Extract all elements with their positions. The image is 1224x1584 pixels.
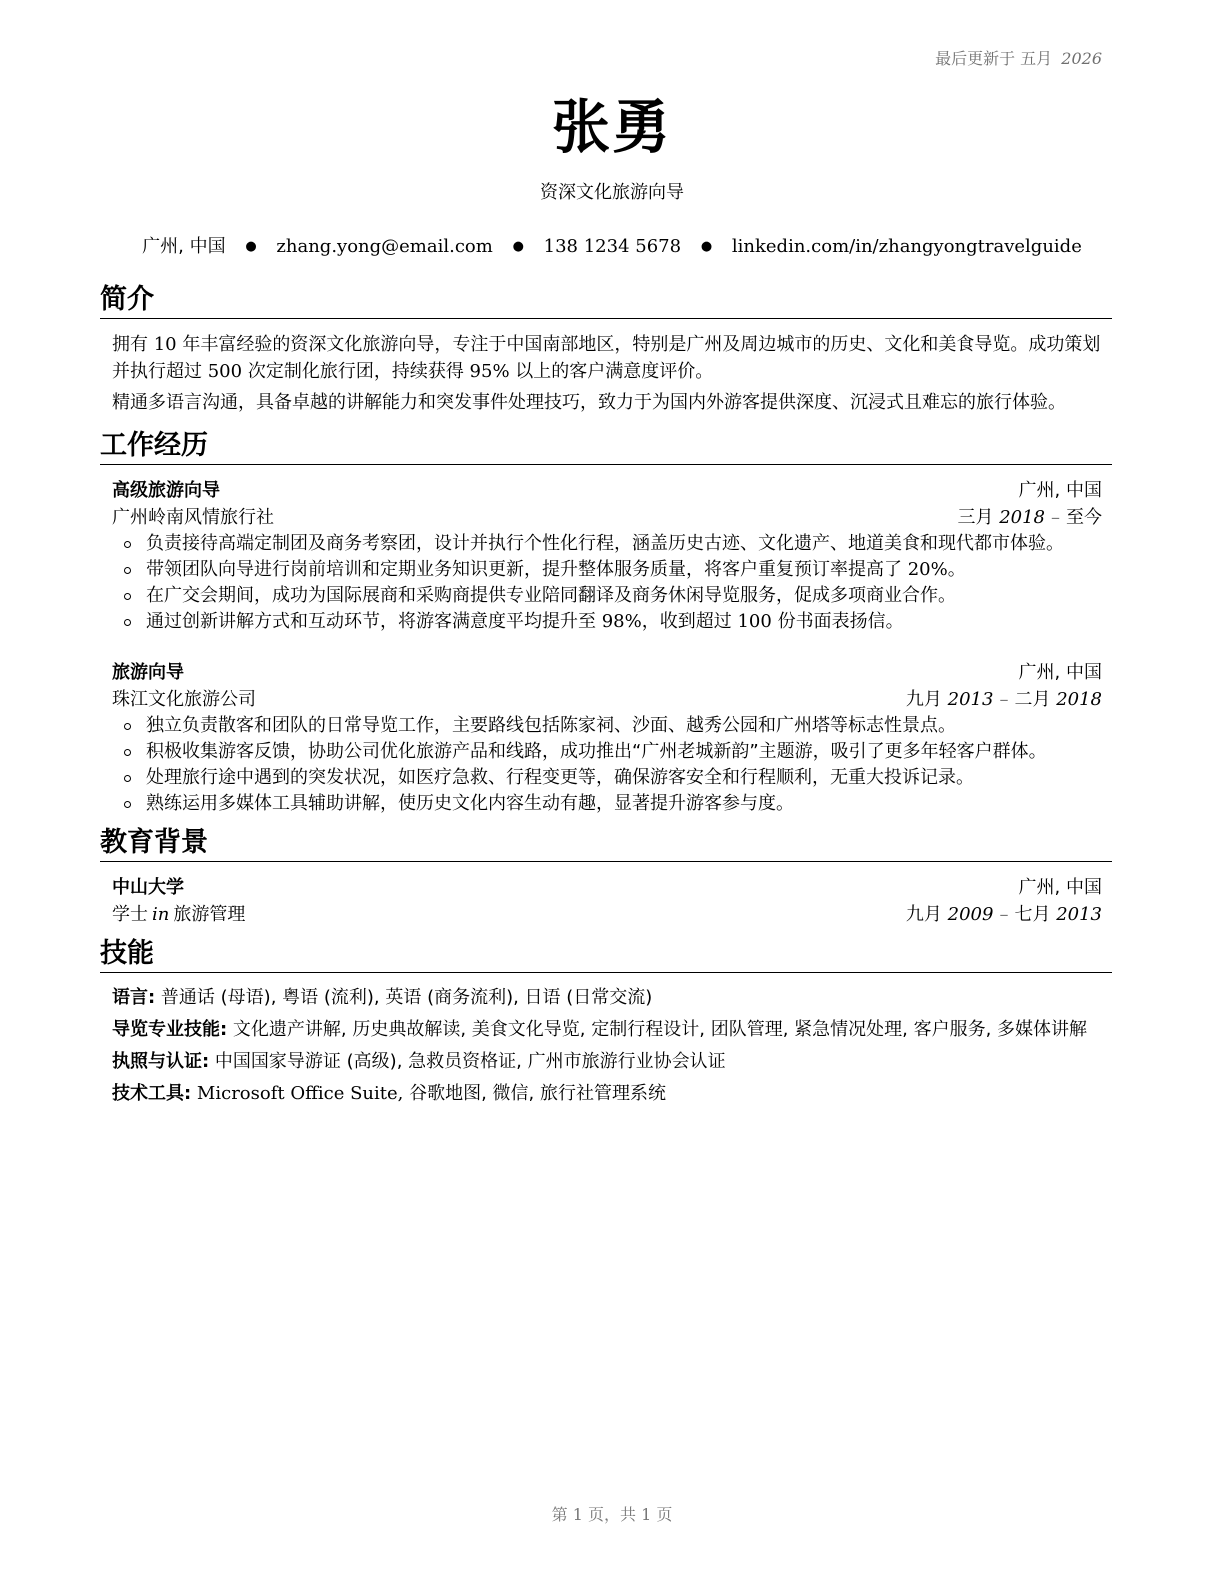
list-item: 带领团队向导进行岗前培训和定期业务知识更新，提升整体服务质量，将客户重复预订率提高了 20%。 xyxy=(112,557,1102,583)
bullet-separator: ● xyxy=(512,239,524,254)
page-footer: 第 1 页，共 1 页 xyxy=(551,1505,673,1524)
last-updated-year: 2026 xyxy=(1061,49,1102,68)
job-bullets xyxy=(112,713,1102,817)
job-entry xyxy=(112,659,1102,817)
summary-paragraph-2: 精通多语言沟通，具备卓越的讲解能力和突发事件处理技巧，致力于为国内外游客提供深度、沉浸式且难忘的旅行体验。 xyxy=(112,392,1066,413)
candidate-name: 张勇 xyxy=(551,93,672,161)
contact-phone: 138 1234 5678 xyxy=(543,236,682,257)
job-location: 广州, 中国 xyxy=(1018,480,1102,501)
degree: 学士 in 旅游管理 xyxy=(112,904,246,925)
skill-certifications: 执照与认证: 中国国家导游证 (高级), 急救员资格证, 广州市旅游行业协会认证 xyxy=(112,1051,726,1072)
section-heading-education: 教育背景 xyxy=(100,825,1112,862)
skill-languages: 语言: 普通话 (母语), 粤语 (流利), 英语 (商务流利), 日语 (日常交流) xyxy=(112,987,653,1008)
school-name: 中山大学 xyxy=(112,877,184,898)
last-updated-month: 五月 xyxy=(1020,49,1053,68)
job-dates: 三月 2018 – 至今 xyxy=(957,507,1102,528)
section-heading-experience: 工作经历 xyxy=(100,428,1112,465)
last-updated-label: 最后更新于 xyxy=(935,49,1016,68)
candidate-title: 资深文化旅游向导 xyxy=(540,182,684,203)
education-dates: 九月 2009 – 七月 2013 xyxy=(905,904,1102,925)
job-role: 旅游向导 xyxy=(112,662,184,683)
resume-content xyxy=(100,282,1112,1115)
job-bullets xyxy=(112,531,1102,635)
section-education xyxy=(100,825,1112,928)
skill-tools: 技术工具: Microsoft Office Suite, 谷歌地图, 微信, 旅行社管理系统 xyxy=(112,1083,666,1104)
contact-linkedin[interactable]: linkedin.com/in/zhangyongtravelguide xyxy=(731,236,1082,257)
skill-guiding: 导览专业技能: 文化遗产讲解, 历史典故解读, 美食文化导览, 定制行程设计, 团队管理, 紧急情况处理, 客户服务, 多媒体讲解 xyxy=(112,1019,1088,1040)
job-dates: 九月 2013 – 二月 2018 xyxy=(905,689,1102,710)
list-item: 负责接待高端定制团及商务考察团，设计并执行个性化行程，涵盖历史古迹、文化遗产、地道美食和现代都市体验。 xyxy=(112,531,1102,557)
contact-location: 广州, 中国 xyxy=(142,236,226,257)
bullet-separator: ● xyxy=(700,239,713,254)
list-item: 在广交会期间，成功为国际展商和采购商提供专业陪同翻译及商务休闲导览服务，促成多项商业合作。 xyxy=(112,583,1102,609)
list-item: 通过创新讲解方式和互动环节，将游客满意度平均提升至 98%，收到超过 100 份书面表扬信。 xyxy=(112,609,1102,635)
section-heading-summary: 简介 xyxy=(100,282,1112,319)
education-entry xyxy=(112,874,1102,928)
bullet-separator: ● xyxy=(245,239,257,254)
list-item: 处理旅行途中遇到的突发状况，如医疗急救、行程变更等，确保游客安全和行程顺利，无重大投诉记录。 xyxy=(112,765,1102,791)
contact-email[interactable]: zhang.yong@email.com xyxy=(276,236,493,257)
job-company: 珠江文化旅游公司 xyxy=(112,689,256,710)
job-company: 广州岭南风情旅行社 xyxy=(112,507,274,528)
summary-paragraph-1: 拥有 10 年丰富经验的资深文化旅游向导，专注于中国南部地区，特别是广州及周边城市的历史、文化和美食导览。成功策划并执行超过 500 次定制化旅行团，持续获得 95% 以上的客户满意度评价。 xyxy=(112,334,1101,382)
section-heading-skills: 技能 xyxy=(100,936,1112,973)
list-item: 独立负责散客和团队的日常导览工作，主要路线包括陈家祠、沙面、越秀公园和广州塔等标志性景点。 xyxy=(112,713,1102,739)
section-skills xyxy=(100,936,1112,1107)
job-location: 广州, 中国 xyxy=(1018,662,1102,683)
section-summary xyxy=(100,282,1112,420)
job-entry xyxy=(112,477,1102,635)
section-experience xyxy=(100,428,1112,817)
job-role: 高级旅游向导 xyxy=(112,480,220,501)
list-item: 积极收集游客反馈，协助公司优化旅游产品和线路，成功推出“广州老城新韵”主题游，吸引了更多年轻客户群体。 xyxy=(112,739,1102,765)
school-location: 广州, 中国 xyxy=(1018,877,1102,898)
contact-line xyxy=(0,232,1224,258)
list-item: 熟练运用多媒体工具辅助讲解，使历史文化内容生动有趣，显著提升游客参与度。 xyxy=(112,791,1102,817)
last-updated xyxy=(935,46,1102,69)
